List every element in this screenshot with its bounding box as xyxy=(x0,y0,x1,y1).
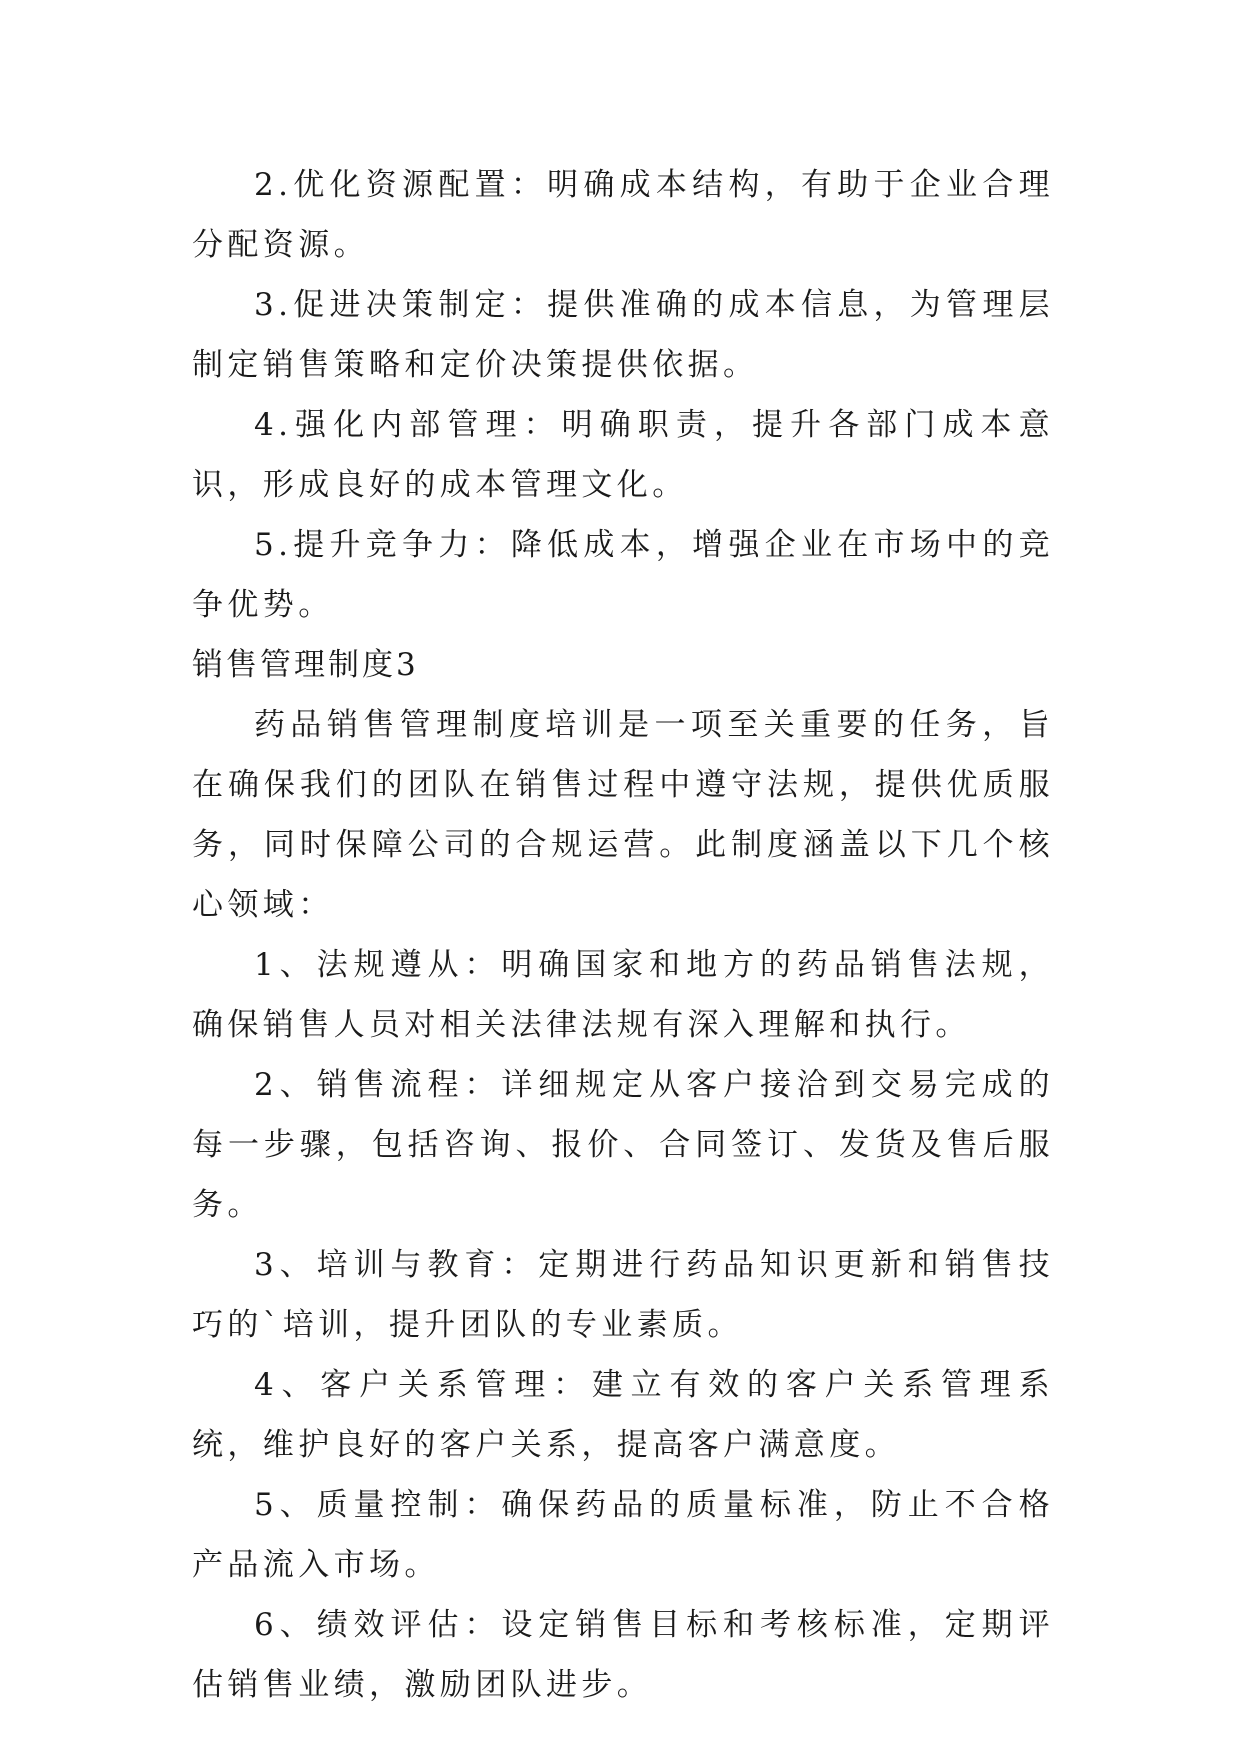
paragraph-intro: 药品销售管理制度培训是一项至关重要的任务，旨在确保我们的团队在销售过程中遵守法规，提供优质服务，同时保障公司的合规运营。此制度涵盖以下几个核心领域： xyxy=(192,707,1054,923)
paragraph-strengthen-management: 4.强化内部管理：明确职责，提升各部门成本意识，形成良好的成本管理文化。 xyxy=(192,407,1054,503)
paragraph-quality-control: 5、质量控制：确保药品的质量标准，防止不合格产品流入市场。 xyxy=(192,1487,1054,1583)
section-heading: 销售管理制度3 xyxy=(192,647,419,683)
paragraph-compliance: 1、法规遵从：明确国家和地方的药品销售法规，确保销售人员对相关法律法规有深入理解和执行。 xyxy=(192,947,1054,1043)
paragraph-sales-process: 2、销售流程：详细规定从客户接洽到交易完成的每一步骤，包括咨询、报价、合同签订、发货及售后服务。 xyxy=(192,1067,1054,1223)
paragraph-training: 3、培训与教育：定期进行药品知识更新和销售技巧的`培训，提升团队的专业素质。 xyxy=(192,1247,1054,1343)
paragraph-customer-relations: 4、客户关系管理：建立有效的客户关系管理系统，维护良好的客户关系，提高客户满意度。 xyxy=(192,1367,1054,1463)
paragraph-performance: 6、绩效评估：设定销售目标和考核标准，定期评估销售业绩，激励团队进步。 xyxy=(192,1607,1054,1703)
paragraph-promote-decisions: 3.促进决策制定：提供准确的成本信息，为管理层制定销售策略和定价决策提供依据。 xyxy=(192,287,1054,383)
paragraph-optimize-resources: 2.优化资源配置：明确成本结构，有助于企业合理分配资源。 xyxy=(192,167,1054,263)
paragraph-improve-competitiveness: 5.提升竞争力：降低成本，增强企业在市场中的竞争优势。 xyxy=(192,527,1054,623)
document-body xyxy=(192,155,1054,1715)
